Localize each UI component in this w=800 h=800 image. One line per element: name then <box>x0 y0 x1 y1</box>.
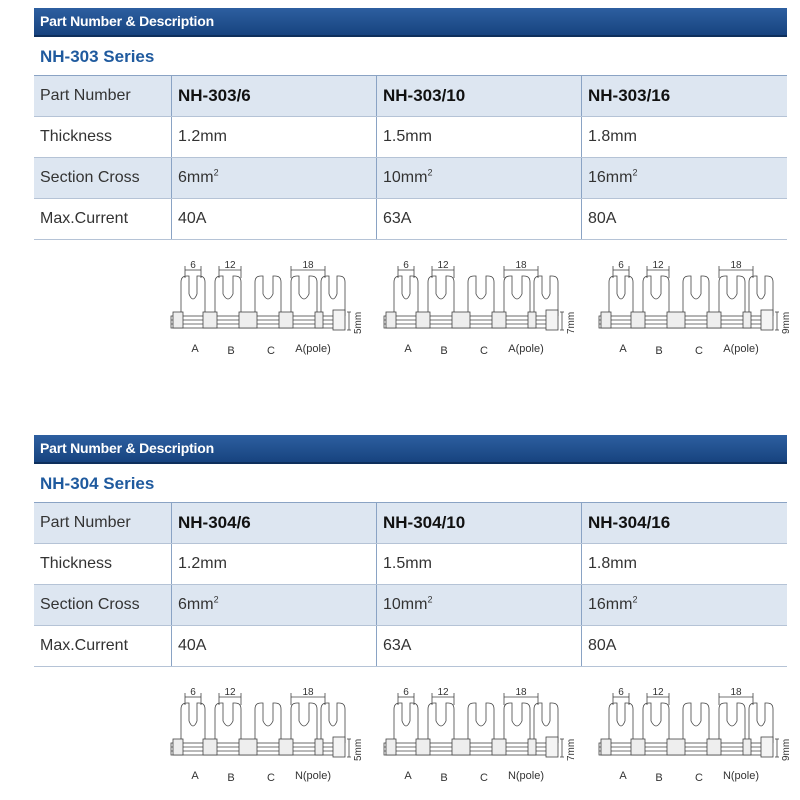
part-number-cell: NH-304/16 <box>582 503 788 544</box>
row-label: Max.Current <box>34 199 172 240</box>
table-row <box>34 544 787 585</box>
busbar-diagram <box>593 683 793 793</box>
busbar-drawing <box>593 683 793 793</box>
table-cell <box>172 585 377 626</box>
part-number-cell: NH-303/16 <box>582 76 788 117</box>
height-label: 9mm <box>781 311 792 334</box>
row-label: Part Number <box>34 76 172 117</box>
terminal-label: A <box>191 770 199 782</box>
terminal-label: A(pole) <box>723 343 759 355</box>
terminal-label: A <box>191 343 199 355</box>
dimension-label: 6 <box>403 687 409 698</box>
busbar-diagram <box>165 683 365 793</box>
table-cell: 80A <box>582 626 788 667</box>
dimension-label: 18 <box>515 260 527 271</box>
table-cell: 80A <box>582 199 788 240</box>
dimension-label: 12 <box>224 687 236 698</box>
terminal-label: A <box>619 770 627 782</box>
table-cell: 63A <box>377 626 582 667</box>
dimension-label: 18 <box>730 687 742 698</box>
terminal-label: N(pole) <box>507 770 545 782</box>
dimension-label: 6 <box>403 260 409 271</box>
table-cell: 1.2mm <box>172 544 377 585</box>
dimension-label: 12 <box>437 687 449 698</box>
part-number-cell: NH-303/10 <box>377 76 582 117</box>
terminal-label: C <box>480 772 488 784</box>
row-label: Thickness <box>34 117 172 158</box>
busbar-drawing <box>378 683 578 793</box>
height-label: 7mm <box>566 738 577 761</box>
table-row <box>34 199 787 240</box>
row-label: Section Cross <box>34 158 172 199</box>
table-cell: 1.8mm <box>582 544 788 585</box>
spec-table <box>34 502 787 667</box>
section-nh-304 <box>34 435 787 667</box>
terminal-label: A <box>619 343 627 355</box>
superscript: 2 <box>427 594 433 605</box>
series-title: NH-303 Series <box>40 47 155 66</box>
series-title: NH-304 Series <box>40 474 155 493</box>
dimension-label: 6 <box>190 687 196 698</box>
dimension-label: 18 <box>302 260 314 271</box>
height-label: 7mm <box>566 311 577 334</box>
busbar-drawing <box>165 256 365 366</box>
busbar-drawing <box>165 683 365 793</box>
superscript: 2 <box>213 167 219 178</box>
dimension-label: 6 <box>190 260 196 271</box>
row-label: Section Cross <box>34 585 172 626</box>
busbar-diagram <box>165 256 365 366</box>
table-cell: 40A <box>172 199 377 240</box>
table-row <box>34 117 787 158</box>
dimension-label: 12 <box>652 687 664 698</box>
terminal-label: C <box>695 772 703 784</box>
part-number-cell: NH-303/6 <box>172 76 377 117</box>
terminal-label: A(pole) <box>295 343 331 355</box>
cell-value: 16mm <box>588 596 633 613</box>
table-cell <box>582 585 788 626</box>
table-row <box>34 158 787 199</box>
cell-value: 16mm <box>588 169 633 186</box>
section-header: Part Number & Description <box>34 8 787 37</box>
cell-value: 10mm <box>383 596 428 613</box>
terminal-label: B <box>227 345 235 357</box>
row-label: Part Number <box>34 503 172 544</box>
table-row <box>34 76 787 117</box>
dimension-label: 12 <box>437 260 449 271</box>
terminal-label: B <box>440 345 448 357</box>
terminal-label: B <box>655 345 663 357</box>
superscript: 2 <box>427 167 433 178</box>
terminal-label: C <box>480 345 488 357</box>
terminal-label: B <box>655 772 663 784</box>
busbar-diagram <box>593 256 793 366</box>
table-row <box>34 503 787 544</box>
height-label: 5mm <box>353 311 364 334</box>
dimension-label: 12 <box>652 260 664 271</box>
terminal-label: C <box>267 772 275 784</box>
table-cell: 40A <box>172 626 377 667</box>
terminal-label: C <box>267 345 275 357</box>
superscript: 2 <box>213 594 219 605</box>
dimension-label: 18 <box>515 687 527 698</box>
dimension-label: 18 <box>730 260 742 271</box>
terminal-label: N(pole) <box>722 770 760 782</box>
table-cell <box>377 585 582 626</box>
table-cell: 1.5mm <box>377 117 582 158</box>
table-cell: 1.2mm <box>172 117 377 158</box>
terminal-label: B <box>440 772 448 784</box>
table-cell: 1.8mm <box>582 117 788 158</box>
superscript: 2 <box>632 167 638 178</box>
dimension-label: 12 <box>224 260 236 271</box>
dimension-label: 18 <box>302 687 314 698</box>
table-cell: 63A <box>377 199 582 240</box>
spec-table <box>34 75 787 240</box>
cell-value: 10mm <box>383 169 428 186</box>
busbar-diagram <box>378 683 578 793</box>
height-label: 9mm <box>781 738 792 761</box>
dimension-label: 6 <box>618 687 624 698</box>
superscript: 2 <box>632 594 638 605</box>
table-row <box>34 626 787 667</box>
busbar-diagram <box>378 256 578 366</box>
section-nh-303 <box>34 8 787 240</box>
section-header: Part Number & Description <box>34 435 787 464</box>
terminal-label: A <box>404 770 412 782</box>
cell-value: 6mm <box>178 596 214 613</box>
table-cell <box>582 158 788 199</box>
terminal-label: A <box>404 343 412 355</box>
table-cell: 1.5mm <box>377 544 582 585</box>
row-label: Thickness <box>34 544 172 585</box>
cell-value: 6mm <box>178 169 214 186</box>
busbar-drawing <box>593 256 793 366</box>
terminal-label: B <box>227 772 235 784</box>
table-row <box>34 585 787 626</box>
busbar-drawing <box>378 256 578 366</box>
terminal-label: A(pole) <box>508 343 544 355</box>
dimension-label: 6 <box>618 260 624 271</box>
part-number-cell: NH-304/10 <box>377 503 582 544</box>
table-cell <box>377 158 582 199</box>
part-number-cell: NH-304/6 <box>172 503 377 544</box>
height-label: 5mm <box>353 738 364 761</box>
table-cell <box>172 158 377 199</box>
terminal-label: C <box>695 345 703 357</box>
terminal-label: N(pole) <box>294 770 332 782</box>
row-label: Max.Current <box>34 626 172 667</box>
